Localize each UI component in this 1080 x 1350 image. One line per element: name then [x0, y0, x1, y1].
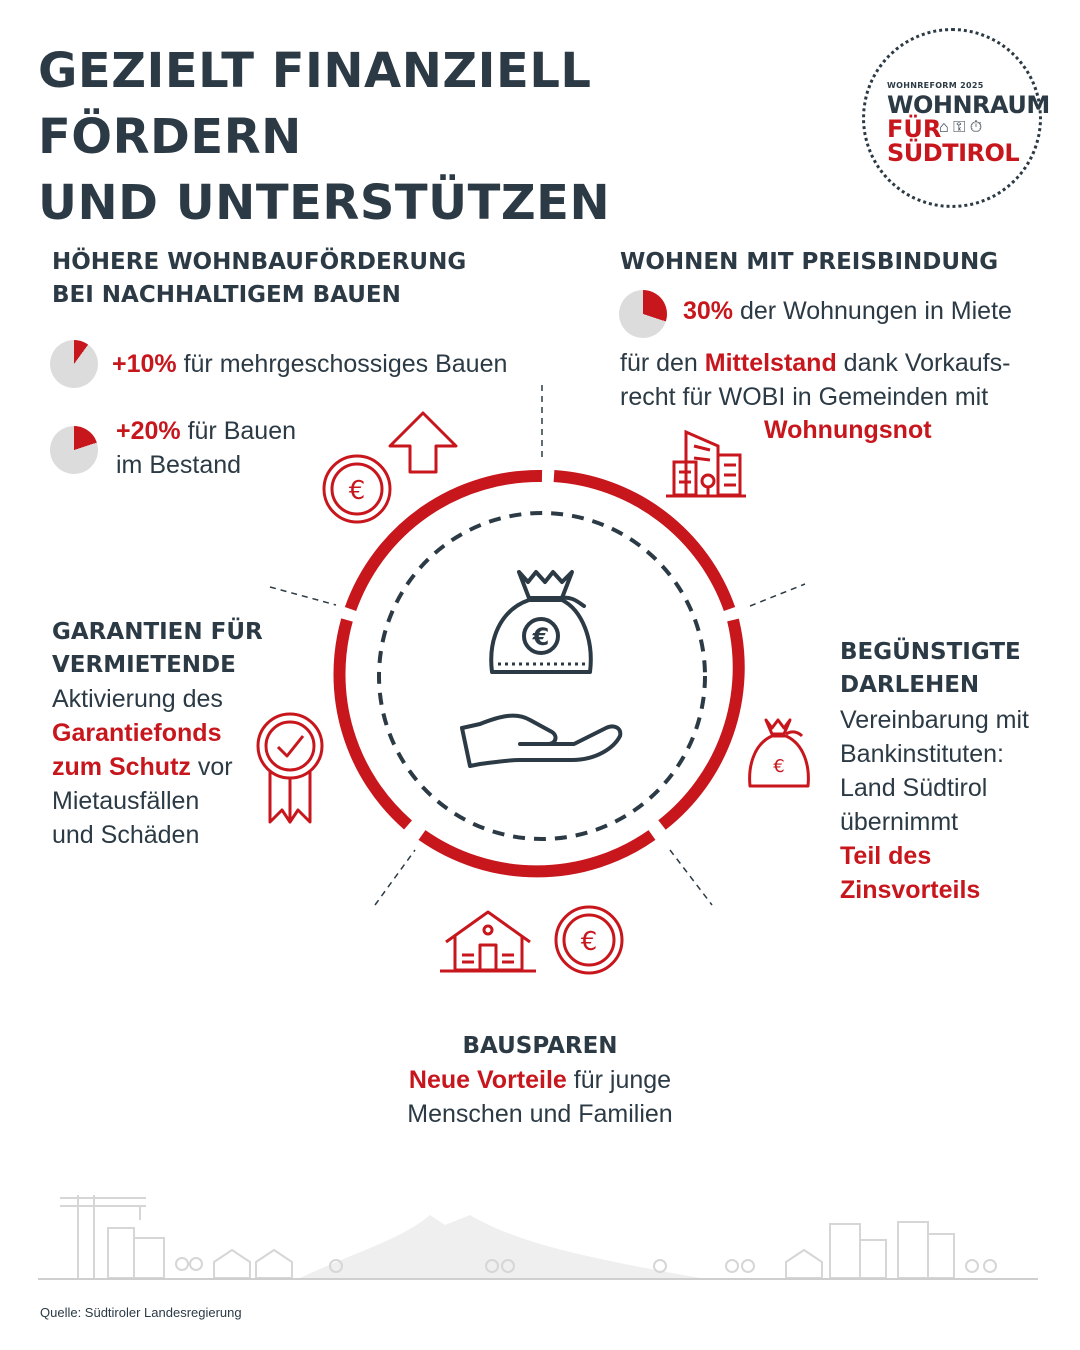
euro-coin-bottom-symbol: €	[580, 927, 598, 957]
darlehen-heading-line-2: DARLEHEN	[840, 672, 980, 698]
garantien-line-5: und Schäden	[52, 821, 200, 849]
house-icon	[440, 912, 536, 971]
darlehen-line-5: Teil des	[840, 842, 932, 870]
buildings-icon	[666, 432, 746, 496]
preisbindung-line-2-a: für den	[620, 349, 705, 377]
darlehen-line-6: Zinsvorteils	[840, 876, 981, 904]
garantien-line-3-a: zum Schutz	[52, 753, 191, 781]
darlehen-line-2: Bankinstituten:	[840, 740, 1004, 768]
preisbindung-heading: WOHNEN MIT PREISBINDUNG	[620, 249, 999, 275]
garantien-heading-line-2: VERMIETENDE	[52, 652, 236, 678]
preisbindung-line-3: recht für WOBI in Gemeinden mit	[620, 383, 989, 411]
garantien-line-4: Mietausfällen	[52, 787, 200, 815]
inner-dashed-circle	[379, 513, 705, 839]
arrow-up-icon	[390, 413, 456, 472]
footer-skyline-illustration	[60, 1195, 996, 1278]
wohnbau-item-2-value: +20%	[116, 417, 181, 445]
preisbindung-text-1: der Wohnungen in Miete	[733, 297, 1012, 325]
euro-coin-top-symbol: €	[348, 476, 366, 506]
bausparen-heading: BAUSPAREN	[462, 1033, 618, 1059]
darlehen-heading-line-1: BEGÜNSTIGTE	[840, 639, 1021, 665]
title-line-1: GEZIELT FINANZIELL FÖRDERN	[38, 43, 592, 165]
darlehen-line-1: Vereinbarung mit	[840, 706, 1030, 734]
garantien-heading-line-1: GARANTIEN FÜR	[52, 619, 263, 645]
wohnbau-item-2-text-2: im Bestand	[116, 451, 242, 479]
wohnbau-item-1-value: +10%	[112, 350, 177, 378]
badge-line-2: FÜR	[887, 115, 942, 143]
ring-segment-4	[662, 620, 739, 825]
wohnbau-heading-line-2: BEI NACHHALTIGEM BAUEN	[52, 282, 401, 308]
money-bag-icon	[491, 572, 591, 672]
title-line-2: UND UNTERSTÜTZEN	[38, 175, 611, 231]
badge-icons: ⌂ ⚿ ⏱	[939, 119, 983, 136]
wohnbau-item-2-text-1: für Bauen	[180, 417, 296, 445]
preisbindung-line-2-b: Mittelstand	[704, 349, 837, 377]
garantien-line-3-b: vor	[190, 753, 233, 781]
badge-line-3: SÜDTIROL	[887, 139, 1020, 167]
garantien-line-1: Aktivierung des	[52, 685, 223, 713]
ring-segment-2	[339, 620, 408, 825]
open-hand-icon	[462, 716, 620, 766]
garantien-line-2: Garantiefonds	[52, 719, 222, 747]
darlehen-line-4: übernimmt	[840, 808, 959, 836]
preisbindung-line-2-c: dank Vorkaufs-	[836, 349, 1011, 377]
source-note: Quelle: Südtiroler Landesregierung	[40, 1305, 242, 1320]
money-bag-small-euro: €	[773, 756, 785, 777]
badge-small-label: WOHNREFORM 2025	[887, 81, 984, 90]
guarantee-rosette-icon	[258, 714, 322, 822]
money-bag-euro-icon: €	[532, 623, 550, 651]
darlehen-line-3: Land Südtirol	[840, 774, 988, 802]
bausparen-line-1-b: für junge	[566, 1066, 672, 1094]
wohnbau-item-1-text: für mehrgeschossiges Bauen	[176, 350, 508, 378]
preisbindung-line-4: Wohnungsnot	[764, 416, 932, 444]
bausparen-line-2: Menschen und Familien	[407, 1100, 673, 1128]
bausparen-line-1-a: Neue Vorteile	[408, 1066, 567, 1094]
ring-segment-1	[348, 476, 543, 609]
preisbindung-value: 30%	[683, 297, 734, 325]
wohnbau-heading-line-1: HÖHERE WOHNBAUFÖRDERUNG	[52, 249, 467, 275]
badge-line-1: WOHNRAUM	[887, 91, 1050, 119]
